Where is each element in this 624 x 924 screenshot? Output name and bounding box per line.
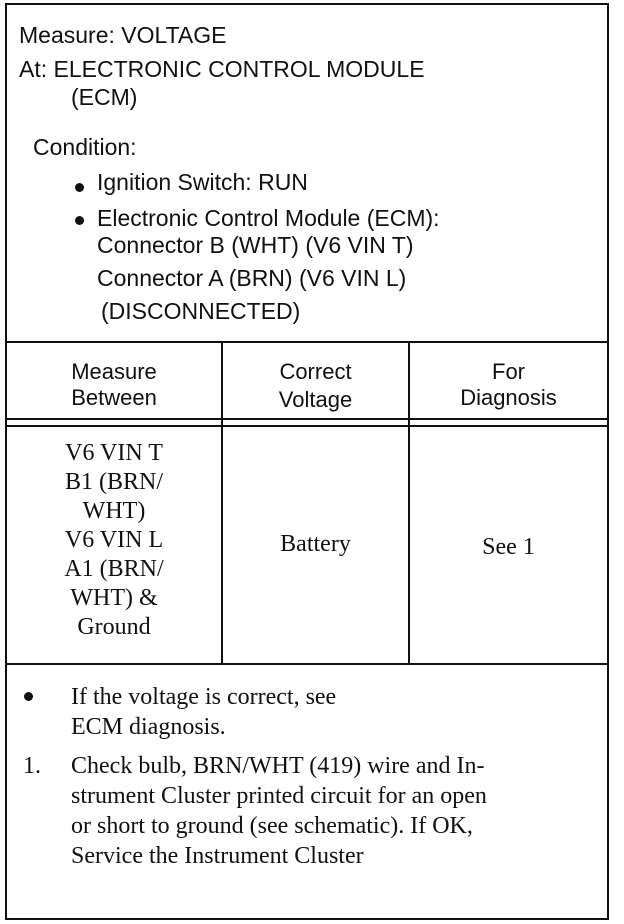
condition-ecm: Electronic Control Module (ECM): xyxy=(97,205,440,231)
condition-label: Condition: xyxy=(33,134,137,160)
at-line: At: ELECTRONIC CONTROL MODULE xyxy=(19,56,425,82)
measurement-header xyxy=(7,5,607,343)
cell-measure-between: V6 VIN T B1 (BRN/ WHT) V6 VIN L A1 (BRN/ WHT) & Ground xyxy=(64,440,164,640)
col-header-measure-between: Measure Between xyxy=(71,359,157,410)
diagnosis-notes xyxy=(7,663,607,918)
condition-connector-a: Connector A (BRN) (V6 VIN L) xyxy=(97,265,407,291)
at-line-continued: (ECM) xyxy=(71,84,138,110)
cell-for-diagnosis: See 1 xyxy=(482,534,535,560)
bullet-icon xyxy=(75,183,84,192)
voltage-table xyxy=(7,341,607,665)
bullet-icon xyxy=(75,216,84,225)
condition-connector-b: Connector B (WHT) (V6 VIN T) xyxy=(97,232,414,258)
condition-disconnected: (DISCONNECTED) xyxy=(101,298,301,324)
condition-ignition: Ignition Switch: RUN xyxy=(97,169,308,195)
procedure-card xyxy=(5,3,609,920)
note-voltage-correct: If the voltage is correct, see ECM diagnosis. xyxy=(71,684,337,740)
note-number: 1. xyxy=(23,753,41,779)
header-rule xyxy=(7,425,607,427)
col-header-for-diagnosis: For Diagnosis xyxy=(460,359,557,410)
header-rule xyxy=(7,418,607,420)
cell-correct-voltage: Battery xyxy=(280,531,351,557)
col-header-correct-voltage: Correct Voltage xyxy=(278,359,353,412)
note-check-bulb: Check bulb, BRN/WHT (419) wire and In- strument Cluster printed circuit for an open or short to ground (see schematic). If OK, Service the Instrument Cluster xyxy=(71,753,487,869)
measure-line: Measure: VOLTAGE xyxy=(19,22,227,48)
bullet-icon xyxy=(24,692,33,701)
